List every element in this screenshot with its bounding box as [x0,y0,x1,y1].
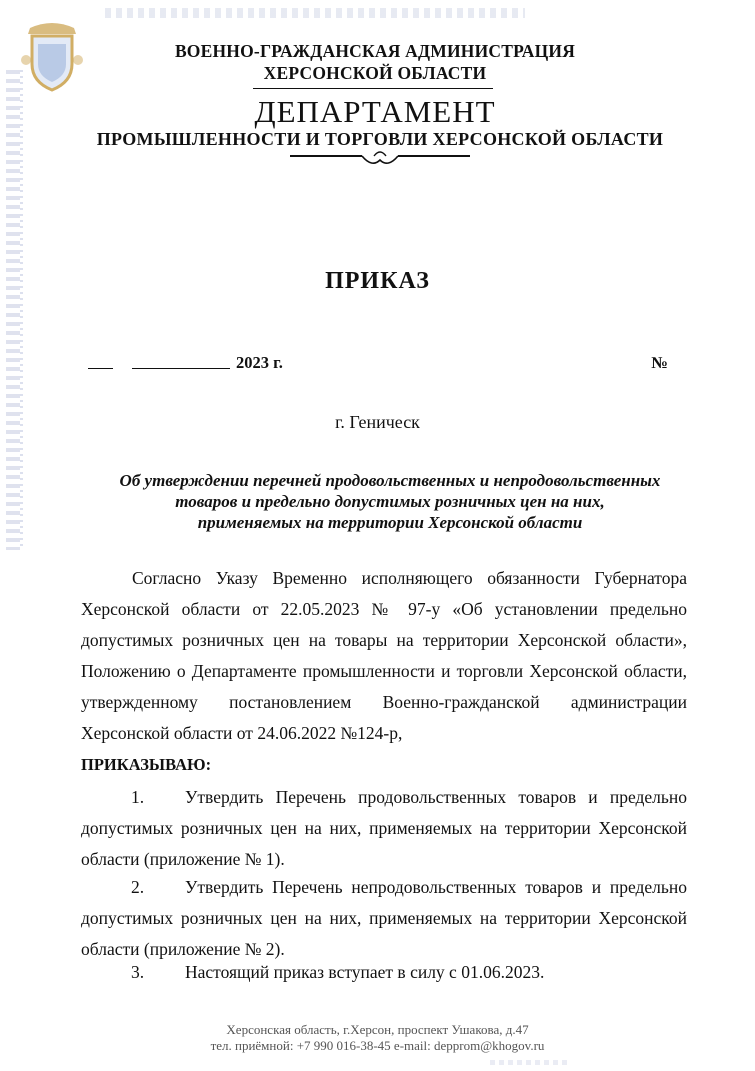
document-title: ПРИКАЗ [325,268,430,294]
month-blank [132,368,230,369]
top-ornament [105,8,525,18]
item-text: Утвердить Перечень непродовольственных товаров и предельно допустимых розничных цен на них, применяемых на территории Херсонской области (приложение № 2). [81,877,687,959]
item-number: 3. [131,962,145,982]
item-text: Утвердить Перечень продовольственных товаров и предельно допустимых розничных цен на них, применяемых на территории Херсонской области (приложение № 1). [81,787,687,869]
item-number: 1. [131,787,145,807]
header-administration: ВОЕННО-ГРАЖДАНСКАЯ АДМИНИСТРАЦИЯ [174,41,576,61]
coat-of-arms-emblem [20,20,84,94]
left-ornament-border [6,70,20,550]
order-item [81,957,687,988]
footer-ornament [490,1060,570,1065]
department-subtitle: ПРОМЫШЛЕННОСТИ И ТОРГОВЛИ ХЕРСОНСКОЙ ОБЛАСТИ [96,129,664,149]
order-item [81,782,687,875]
city-line: г. Геническ [335,412,420,432]
preamble-paragraph: Согласно Указу Временно исполняющего обязанности Губернатора Херсонской области от 22.05.2023 № 97-у «Об установлении предельно допустимых розничных цен на товары на территории Херсонской области», Положению о Департаменте промышленности и торговли Херсонской области, утвержденному постановлением Военно-гражданской администрации Херсонской области от 24.06.2022 №124-р, [81,568,687,743]
order-subject [80,470,700,533]
date-year: 2023 г. [236,353,283,372]
subject-line: Об утверждении перечней продовольственных и непродовольственных [119,471,661,490]
item-text: Настоящий приказ вступает в силу с 01.06.2023. [185,962,545,982]
command-word: ПРИКАЗЫВАЮ: [81,755,212,774]
item-number: 2. [131,877,145,897]
subject-line: применяемых на территории Херсонской области [197,513,583,532]
footer-phone-email: тел. приёмной: +7 990 016-38-45 e-mail: depprom@khogov.ru [210,1038,545,1053]
subject-line: товаров и предельно допустимых розничных цен на них, [175,492,605,511]
order-item [81,872,687,965]
footer-address: Херсонская область, г.Херсон, проспект Ушакова, д.47 [226,1022,529,1037]
header-region: ХЕРСОНСКОЙ ОБЛАСТИ [263,63,487,83]
day-blank [88,368,113,369]
date-number-row [88,353,668,377]
footer-contacts [0,1022,755,1054]
number-sign: № [651,353,668,372]
header-divider [253,88,493,89]
divider-flourish [290,150,470,172]
left-ornament-line [20,70,23,550]
department-title: ДЕПАРТАМЕНТ [254,94,496,129]
